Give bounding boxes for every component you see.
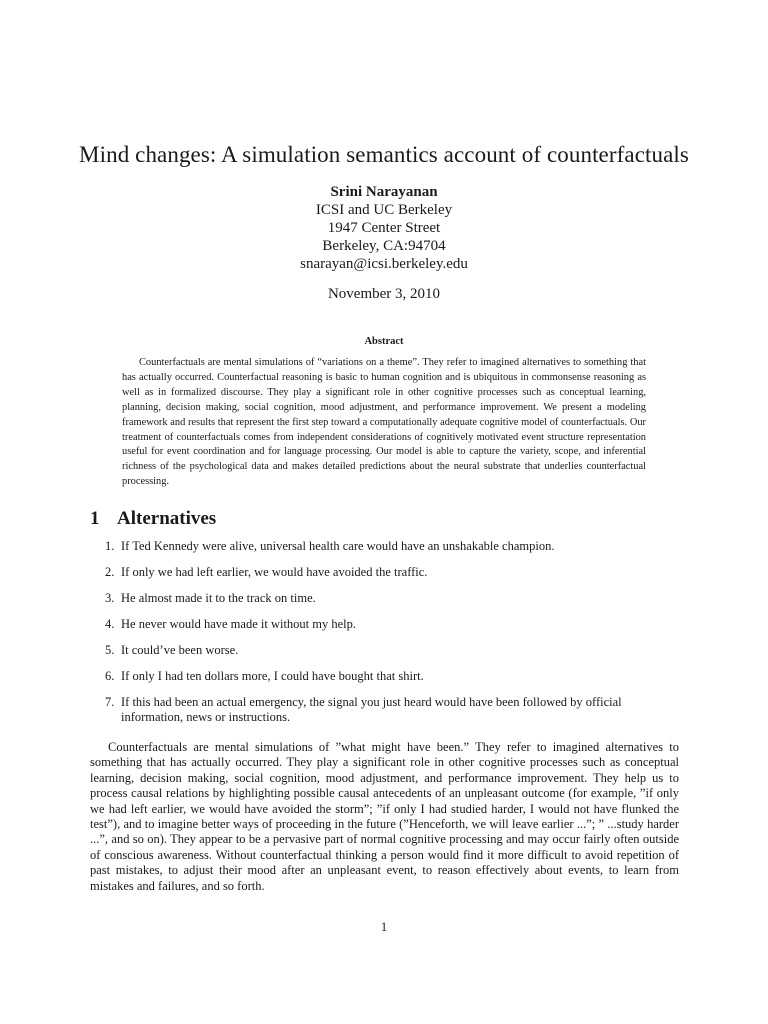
abstract-heading: Abstract [364, 336, 404, 347]
page-number: 1 [380, 920, 388, 934]
list-item [105, 591, 679, 606]
author-city: Berkeley, CA:94704 [322, 238, 446, 254]
list-item-marker: 3. [105, 591, 115, 605]
list-item-marker: 2. [105, 565, 115, 579]
list-item-text: He never would have made it without my help. [121, 617, 357, 631]
section-title: Alternatives [117, 508, 217, 529]
list-item [105, 695, 679, 725]
paper-title: Mind changes: A simulation semantics account of counterfactuals [79, 142, 689, 167]
section-heading [90, 507, 216, 531]
list-item-text: If only we had left earlier, we would have avoided the traffic. [121, 565, 428, 579]
list-item [105, 669, 679, 684]
list-item [105, 617, 679, 632]
author-email: snarayan@icsi.berkeley.edu [300, 256, 468, 272]
list-item-text: If Ted Kennedy were alive, universal health care would have an unshakable champion. [121, 539, 555, 553]
list-item-text: If only I had ten dollars more, I could have bought that shirt. [121, 669, 424, 683]
abstract-text: Counterfactuals are mental simulations of “variations on a theme”. They refer to imagined alternatives to something that has actually occurred. Counterfactual reasoning is basic to human cognition and is ubiquitous in commonsense reasoning as well as in formalized discourse. They play a significant role in other cognitive processes such as conceptual learning, planning, decision making, social cognition, mood adjustment, and performance improvement. We present a modeling framework and results that represent the first step toward a computationally adequate cognitive model of counterfactuals. Our treatment of counterfactuals comes from independent considerations of cognitively motivated event structure representation useful for event coordination and for language processing. Our model is able to capture the variety, scope, and inferential richness of the psychological data and makes detailed predictions about the neural substrate that underlies counterfactual processing. [122, 357, 646, 488]
section-number: 1 [90, 508, 100, 529]
paper-date: November 3, 2010 [327, 286, 441, 302]
author-block [0, 183, 768, 273]
list-item [105, 565, 679, 580]
list-item [105, 539, 679, 554]
list-item-marker: 1. [105, 539, 115, 553]
list-item [105, 643, 679, 658]
list-item-marker: 5. [105, 643, 115, 657]
list-item-text: It could’ve been worse. [121, 643, 239, 657]
list-item-marker: 7. [105, 695, 115, 709]
author-street: 1947 Center Street [327, 220, 441, 236]
list-item-marker: 4. [105, 617, 115, 631]
list-item-text: If this had been an actual emergency, the signal you just heard would have been followed by official information, news or instructions. [121, 695, 622, 724]
author-affiliation: ICSI and UC Berkeley [315, 202, 453, 218]
examples-list [105, 539, 679, 736]
author-name: Srini Narayanan [330, 184, 438, 200]
list-item-text: He almost made it to the track on time. [121, 591, 316, 605]
body-paragraph: Counterfactuals are mental simulations of ”what might have been.” They refer to imagined alternatives to something that has actually occurred. They play a significant role in other cognitive processes such as conceptual learning, decision making, social cognition, mood adjustment, and performance improvement. They help us to process causal relations by highlighting possible causal antecedents of an unpleasant outcome (for example, ”if only we had left earlier, we would have avoided the storm”; ”if only I had studied harder, I would not have flunked the test”), and to imagine better ways of proceeding in the future (”Henceforth, we will leave earlier ...”; ” ...study harder ...”, and so on). They appear to be a pervasive part of normal cognitive processing and may occur fairly often outside of conscious awareness. Without counterfactual thinking a person would find it more difficult to avoid repetition of past mistakes, to adjust their mood after an unpleasant event, to reason effectively about events, to learn from mistakes and failures, and so forth. [90, 740, 679, 893]
list-item-marker: 6. [105, 669, 115, 683]
